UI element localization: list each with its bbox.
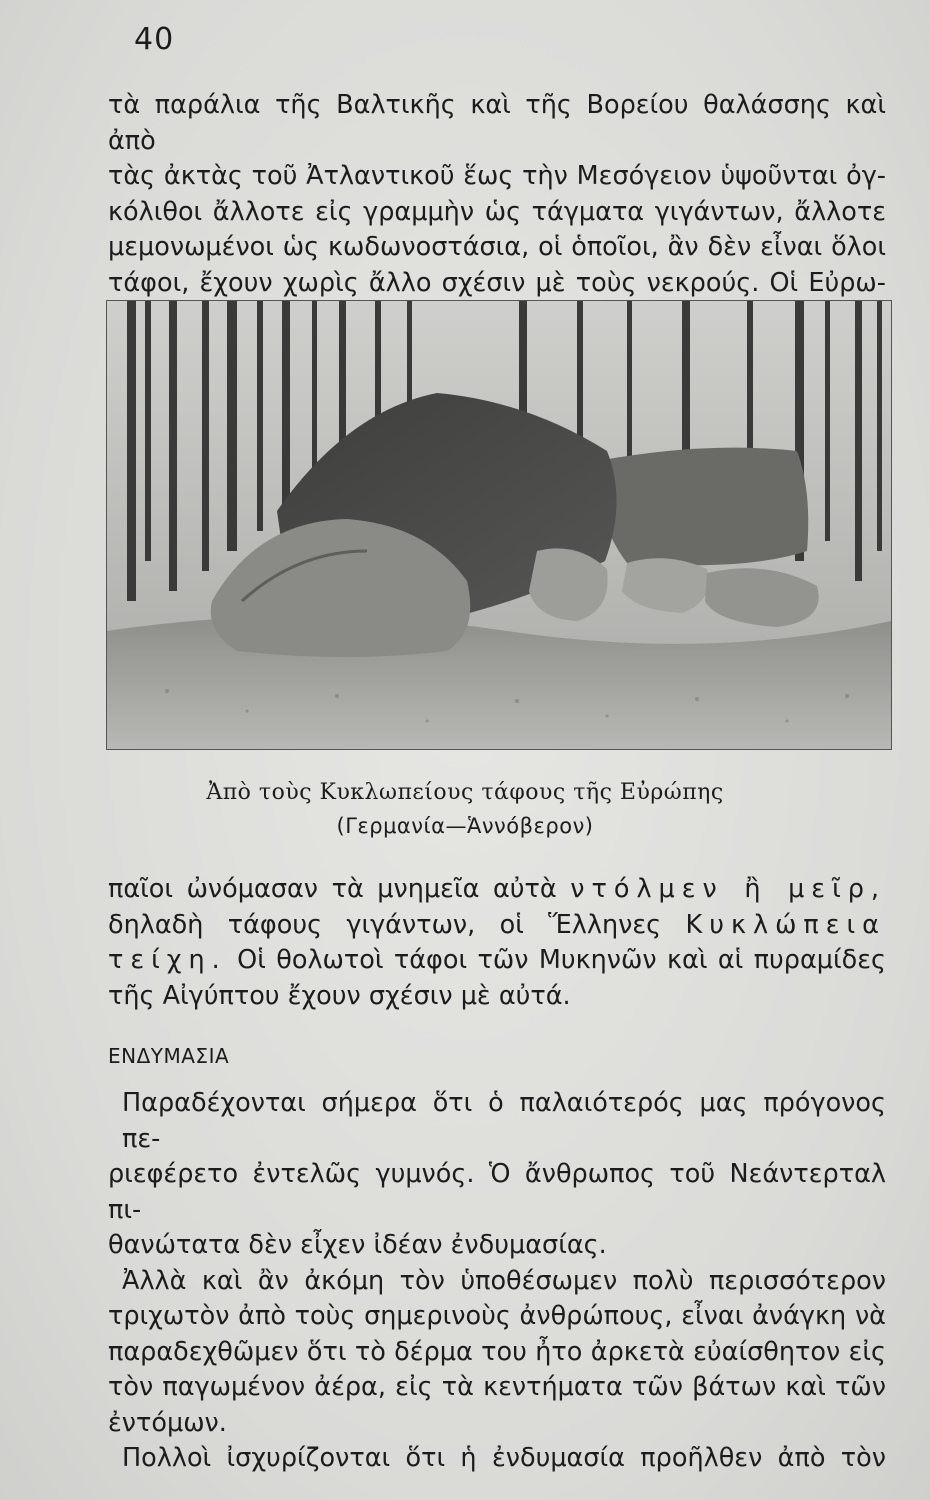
text-line: τὸν παγωμένον ἀέρα, εἰς τὰ κεντήματα τῶν βάτων καὶ τῶν [108, 1372, 886, 1402]
text-line [108, 943, 886, 979]
dolmen-photograph [106, 300, 892, 750]
text-segment: Οἱ θολωτοὶ τάφοι τῶν Μυκηνῶν καὶ αἱ πυραμίδες [237, 945, 886, 975]
paragraph-1 [108, 88, 886, 301]
text-segment: παῖοι ὠνόμασαν τὰ μνημεῖα αὐτὰ [108, 874, 557, 904]
text-segment: δηλαδὴ τάφους γιγάντων, οἱ Ἕλληνες [108, 909, 662, 940]
text-line [108, 908, 886, 944]
text-line: ριεφέρετο ἐντελῶς γυμνός. Ὁ ἄνθρωπος τοῦ Νεάντερταλ πι- [108, 1159, 886, 1225]
figure-caption-subtitle: (Γερμανία—Ἁννόβερον) [336, 814, 594, 838]
text-line [108, 872, 886, 908]
text-line: Παραδέχονται σήμερα ὅτι ὁ παλαιότερός μας πρόγονος πε- [122, 1088, 886, 1154]
section-heading: ΕΝΔΥΜΑΣΙΑ [108, 1044, 230, 1068]
spaced-term: τείχη. [108, 945, 227, 975]
text-line: κόλιθοι ἄλλοτε εἰς γραμμὴν ὡς τάγματα γιγάντων, ἄλλοτε [108, 196, 886, 227]
text-line: Πολλοὶ ἰσχυρίζονται ὅτι ἡ ἐνδυμασία προῆλθεν ἀπὸ τὸν [122, 1443, 886, 1473]
text-line: τάφοι, ἔχουν χωρὶς ἄλλο σχέσιν μὲ τοὺς νεκρούς. Οἱ Εὐρω- [108, 267, 886, 298]
text-line: παραδεχθῶμεν ὅτι τὸ δέρμα του ἦτο ἀρκετὰ εὐαίσθητον εἰς [108, 1336, 886, 1367]
paragraph-3 [108, 1086, 886, 1477]
text-line: τῆς Αἰγύπτου ἔχουν σχέσιν μὲ αὐτά. [108, 980, 571, 1011]
spaced-term: Κυκλώπεια [685, 909, 886, 940]
spaced-term: ντόλμεν ἢ μεῖρ, [570, 874, 887, 904]
figure-caption-title: Ἀπὸ τοὺς Κυκλωπείους τάφους τῆς Εὐρώπης [206, 780, 724, 805]
dolmen-illustration [107, 301, 891, 749]
text-line: θανώτατα δὲν εἶχεν ἰδέαν ἐνδυμασίας. [108, 1230, 607, 1260]
paragraph-2 [108, 872, 886, 1014]
text-line: τριχωτὸν ἀπὸ τοὺς σημερινοὺς ἀνθρώπους, εἶναι ἀνάγκη νὰ [108, 1301, 886, 1331]
text-line: τὰς ἀκτὰς τοῦ Ἀτλαντικοῦ ἕως τὴν Μεσόγειον ὑψοῦνται ὀγ- [108, 161, 886, 191]
text-line: τὰ παράλια τῆς Βαλτικῆς καὶ τῆς Βορείου θαλάσσης καὶ ἀπὸ [108, 90, 886, 156]
text-line: ἐντόμων. [108, 1407, 227, 1438]
text-line: μεμονωμένοι ὡς κωδωνοστάσια, οἱ ὁποῖοι, ἂν δὲν εἶναι ὅλοι [108, 232, 886, 262]
text-line: Ἀλλὰ καὶ ἂν ἀκόμη τὸν ὑποθέσωμεν πολὺ περισσότερον [122, 1265, 886, 1296]
page-number: 40 [134, 22, 175, 57]
